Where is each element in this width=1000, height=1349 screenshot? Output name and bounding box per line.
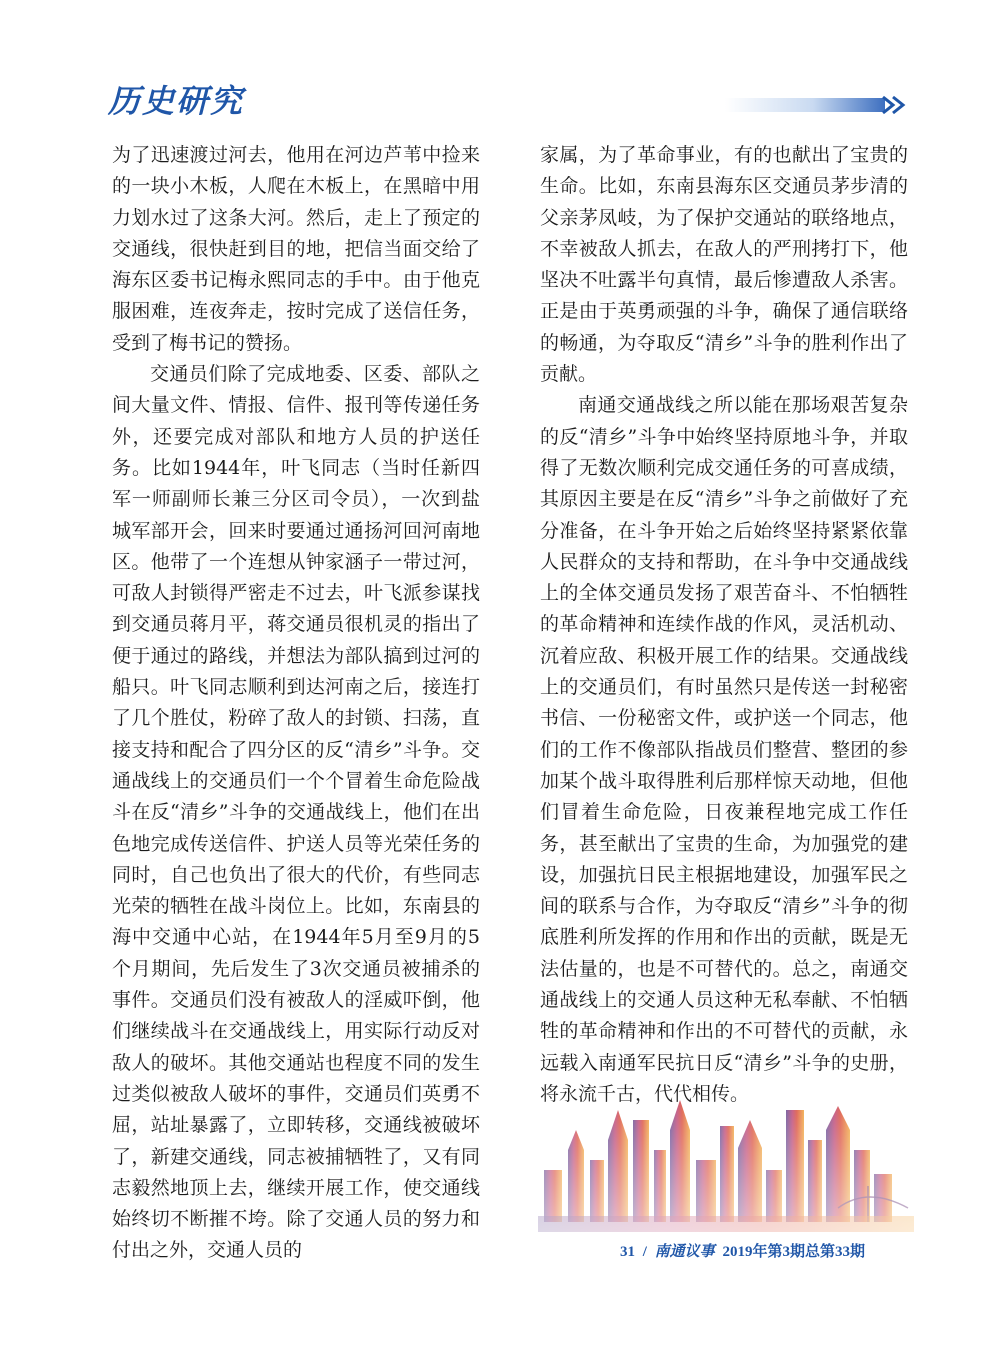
- paragraph-left-2: 交通员们除了完成地委、区委、部队之间大量文件、情报、信件、报刊等传递任务外，还要完成对部队和地方人员的护送任务。比如1944年，叶飞同志（当时任新四军一师副师长兼三分区司令员），一次到盐城军部开会，回来时要通过通扬河回河南地区。他带了一个连想从钟家涵子一带过河，可敌人封锁得严密走不过去，叶飞派参谋找到交通员蒋月平，蒋交通员很机灵的指出了便于通过的路线，并想法为部队搞到过河的船只。叶飞同志顺利到达河南之后，接连打了几个胜仗，粉碎了敌人的封锁、扫荡，直接支持和配合了四分区的反“清乡”斗争。交通战线上的交通员们一个个冒着生命危险战斗在反“清乡”斗争的交通战线上，他们在出色地完成传送信件、护送人员等光荣任务的同时，自己也负出了很大的代价，有些同志光荣的牺牲在战斗岗位上。比如，东南县的海中交通中心站，在1944年5月至9月的5个月期间，先后发生了3次交通员被捕杀的事件。交通员们没有被敌人的淫威吓倒，他们继续战斗在交通战线上，用实际行动反对敌人的破坏。其他交通站也程度不同的发生过类似被敌人破坏的事件，交通员们英勇不屈，站址暴露了，立即转移，交通线被破坏了，新建交通线，同志被捕牺牲了，又有同志毅然地顶上去，继续开展工作，使交通线始终切不断摧不垮。除了交通人员的努力和付出之外，交通人员的: [112, 363, 480, 1262]
- page-number: 31: [620, 1244, 635, 1260]
- paragraph-right-2: 南通交通战线之所以能在那场艰苦复杂的反“清乡”斗争中始终坚持原地斗争，并取得了无数次顺利完成交通任务的可喜成绩，其原因主要是在反“清乡”斗争之前做好了充分准备，在斗争开始之后始终坚持紧紧依靠人民群众的支持和帮助，在斗争中交通战线上的全体交通员发扬了艰苦奋斗、不怕牺牲的革命精神和连续作战的作风，灵活机动、沉着应敌、积极开展工作的结果。交通战线上的交通员们，有时虽然只是传送一封秘密书信、一份秘密文件，或护送一个同志，他们的工作不像部队指战员们整营、整团的参加某个战斗取得胜利后那样惊天动地，但他们冒着生命危险，日夜兼程地完成工作任务，甚至献出了宝贵的生命，为加强党的建设，加强抗日民主根据地建设，加强军民之间的联系与合作，为夺取反“清乡”斗争的彻底胜利所发挥的作用和作出的贡献，既是无法估量的，也是不可替代的。总之，南通交通战线上的交通人员这种无私奉献、不怕牺牲的革命精神和作出的不可替代的贡献，永远载入南通军民抗日反“清乡”斗争的史册，: [540, 394, 908, 1074]
- footer-separator: /: [642, 1244, 647, 1260]
- city-skyline-illustration: [538, 1090, 914, 1232]
- left-column: [112, 140, 480, 1267]
- paragraph-right-1: 家属，为了革命事业，有的也献出了宝贵的生命。比如，东南县海东区交通员茅步清的父亲茅凤岐，为了保护交通站的联络地点，不幸被敌人抓去，在敌人的严刑拷打下，他坚决不吐露半句真情，最后惨遭敌人杀害。正是由于英勇顽强的斗争，确保了通信联络的畅通，为夺取反“清乡”斗争的胜利作出了贡献。: [540, 144, 908, 386]
- issue-info: 2019年第3期总第33期: [722, 1244, 865, 1260]
- magazine-name: 南通议事: [654, 1244, 715, 1260]
- section-title: 历史研究: [108, 82, 245, 120]
- paragraph-left-1: 为了迅速渡过河去，他用在河边芦苇中捡来的一块小木板，人爬在木板上，在黑暗中用力划水过了这条大河。然后，走上了预定的交通线，很快赶到目的地，把信当面交给了海东区委书记梅永熙同志的手中。由于他克服困难，连夜奔走，按时完成了送信任务，受到了梅书记的赞扬。: [112, 144, 480, 354]
- page-footer: [620, 1240, 869, 1261]
- right-column: [540, 140, 908, 1110]
- double-chevron-right-icon: [883, 97, 903, 113]
- header-decoration-bar: [725, 94, 907, 116]
